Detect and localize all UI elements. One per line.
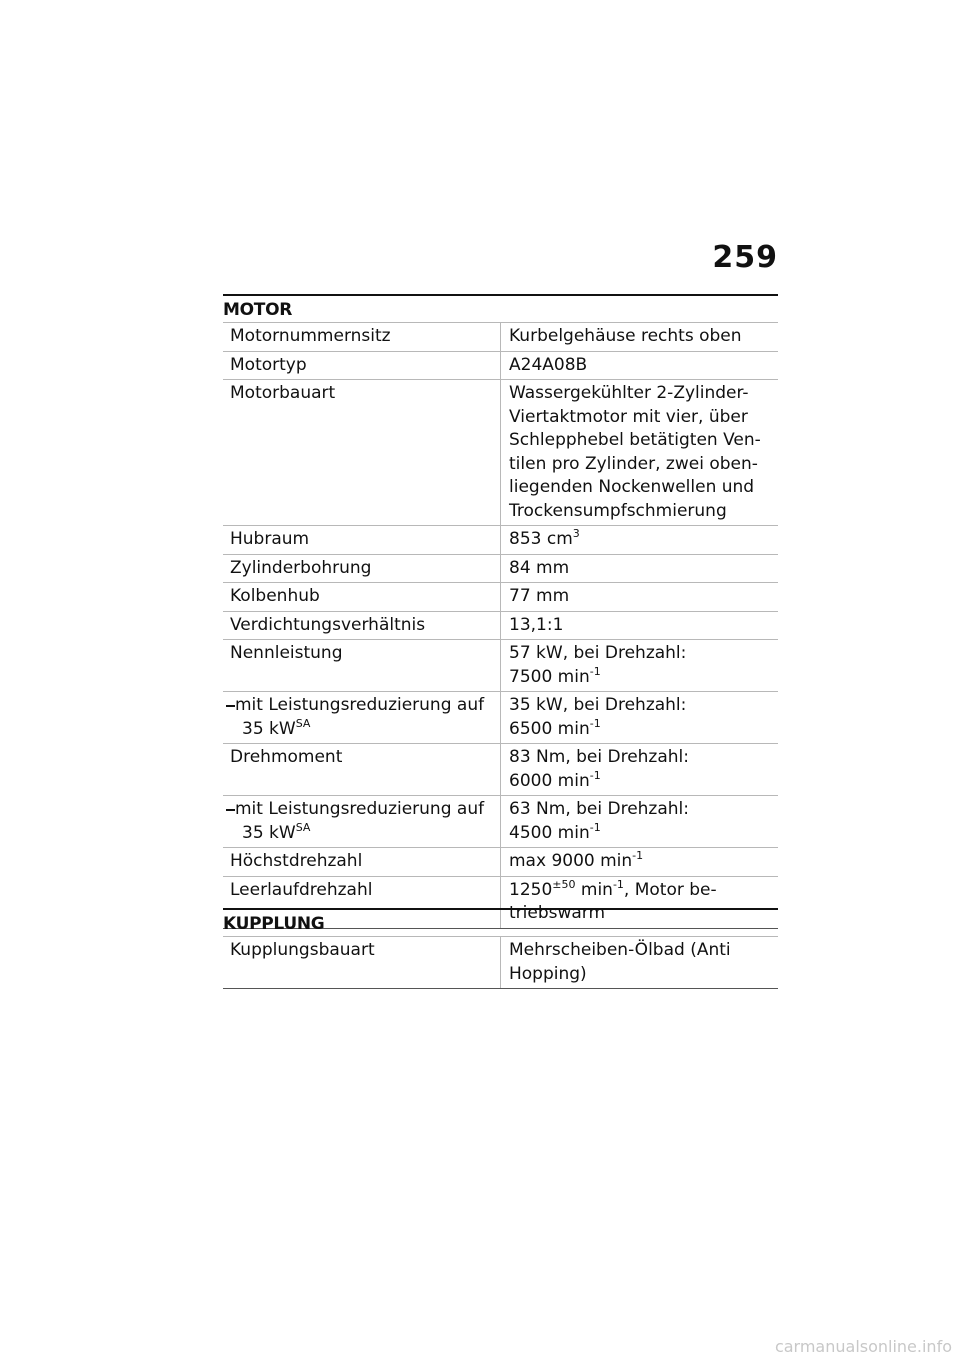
spec-value-line: 4500 $\min^{-1}$ xyxy=(509,820,601,843)
footnote-marker: SA xyxy=(295,716,311,730)
spec-value xyxy=(501,555,778,583)
spec-label-line: Drehmoment xyxy=(230,747,343,767)
spec-value-line: 853 $cm^3$ xyxy=(509,527,580,549)
spec-label-line: Kupplungsbauart xyxy=(230,940,375,960)
spec-value xyxy=(501,323,778,351)
table-row xyxy=(223,526,778,555)
spec-value xyxy=(501,640,778,691)
spec-label xyxy=(223,744,501,795)
spec-value-line: 35 kW, bei Drehzahl: xyxy=(509,695,687,715)
spec-value-line: $1250^{\pm 50}$ $\min^{-1}$, Motor be- xyxy=(509,877,717,900)
spec-label xyxy=(223,380,501,525)
spec-value xyxy=(501,692,778,743)
spec-label xyxy=(223,796,501,847)
spec-value-line: Viertaktmotor mit vier, über xyxy=(509,406,748,427)
table-row xyxy=(223,848,778,877)
table-row xyxy=(223,640,778,692)
spec-value-line: A24A08B xyxy=(509,354,588,375)
spec-label-line: mit Leistungsreduzierung auf xyxy=(223,694,500,718)
table-row xyxy=(223,796,778,848)
spec-value-line: Kurbelgehäuse rechts oben xyxy=(509,326,742,346)
spec-label xyxy=(223,640,501,691)
table-row xyxy=(223,352,778,381)
spec-label-line: Nennleistung xyxy=(230,643,343,663)
spec-value-line: 83 Nm, bei Drehzahl: xyxy=(509,747,690,767)
spec-label-line: Höchstdrehzahl xyxy=(230,851,363,871)
spec-value xyxy=(501,352,778,380)
spec-label xyxy=(223,692,501,743)
section-title-kupplung: KUPPLUNG xyxy=(223,908,778,936)
spec-value xyxy=(501,380,778,525)
table-row xyxy=(223,583,778,612)
spec-label-line: Zylinderbohrung xyxy=(230,557,372,578)
spec-value-line: 57 kW, bei Drehzahl: xyxy=(509,643,687,663)
spec-label-line: Kolbenhub xyxy=(230,586,320,606)
spec-label xyxy=(223,323,501,351)
spec-label-line: Hubraum xyxy=(230,529,310,549)
spec-value-line: Schlepphebel betätigten Ven- xyxy=(509,430,761,450)
spec-value xyxy=(501,848,778,876)
spec-label xyxy=(223,937,501,988)
spec-value-line: Wassergekühlter 2-Zylinder- xyxy=(509,383,749,403)
footnote-marker: SA xyxy=(295,820,311,834)
spec-value xyxy=(501,744,778,795)
spec-label xyxy=(223,352,501,380)
spec-label-line: mit Leistungsreduzierung auf xyxy=(223,798,500,822)
table-row xyxy=(223,744,778,796)
spec-label-line: 35 $kW^{SA}$ xyxy=(242,716,311,739)
spec-label xyxy=(223,612,501,640)
spec-value-line: tilen pro Zylinder, zwei oben- xyxy=(509,453,758,474)
spec-label-line: Motorbauart xyxy=(230,383,336,403)
motor-spec-table xyxy=(223,322,778,929)
spec-value-line: 84 mm xyxy=(509,557,570,578)
spec-value-line: Hopping) xyxy=(509,963,587,984)
table-row xyxy=(223,937,778,989)
table-row xyxy=(223,555,778,584)
table-row xyxy=(223,323,778,352)
watermark: carmanualsonline.info xyxy=(774,1337,952,1356)
spec-value-line: 7500 $\min^{-1}$ xyxy=(509,664,601,687)
spec-value-line: triebswarm xyxy=(509,903,606,923)
spec-value xyxy=(501,583,778,611)
spec-label-line: Verdichtungsverhältnis xyxy=(230,614,426,635)
section-motor xyxy=(223,294,778,929)
spec-value-line: 63 Nm, bei Drehzahl: xyxy=(509,799,690,819)
spec-value xyxy=(501,526,778,554)
spec-value xyxy=(501,612,778,640)
spec-label xyxy=(223,848,501,876)
section-kupplung xyxy=(223,908,778,989)
spec-label-line: 35 $kW^{SA}$ xyxy=(242,820,311,843)
spec-label xyxy=(223,526,501,554)
table-row xyxy=(223,380,778,526)
spec-value-line: Mehrscheiben-Ölbad (Anti xyxy=(509,940,731,960)
spec-value-line: liegenden Nockenwellen und xyxy=(509,477,755,497)
spec-label-line: Leerlaufdrehzahl xyxy=(230,879,373,900)
spec-label xyxy=(223,555,501,583)
spec-value xyxy=(501,937,778,988)
spec-value-line: 13,1:1 xyxy=(509,614,564,635)
spec-value-line: 77 mm xyxy=(509,586,570,606)
spec-value xyxy=(501,796,778,847)
spec-label xyxy=(223,583,501,611)
spec-value-line: max 9000 $\min^{-1}$ xyxy=(509,849,644,871)
kupplung-spec-table xyxy=(223,936,778,989)
spec-label-line: Motortyp xyxy=(230,354,307,375)
table-row xyxy=(223,692,778,744)
spec-value-line: Trockensumpfschmierung xyxy=(509,500,727,521)
spec-value-line: 6000 $\min^{-1}$ xyxy=(509,768,601,791)
spec-label-line: Motornummernsitz xyxy=(230,326,391,346)
table-row xyxy=(223,612,778,641)
section-title-motor: MOTOR xyxy=(223,294,778,322)
spec-value-line: 6500 $\min^{-1}$ xyxy=(509,716,601,739)
page-number: 259 xyxy=(712,240,778,275)
